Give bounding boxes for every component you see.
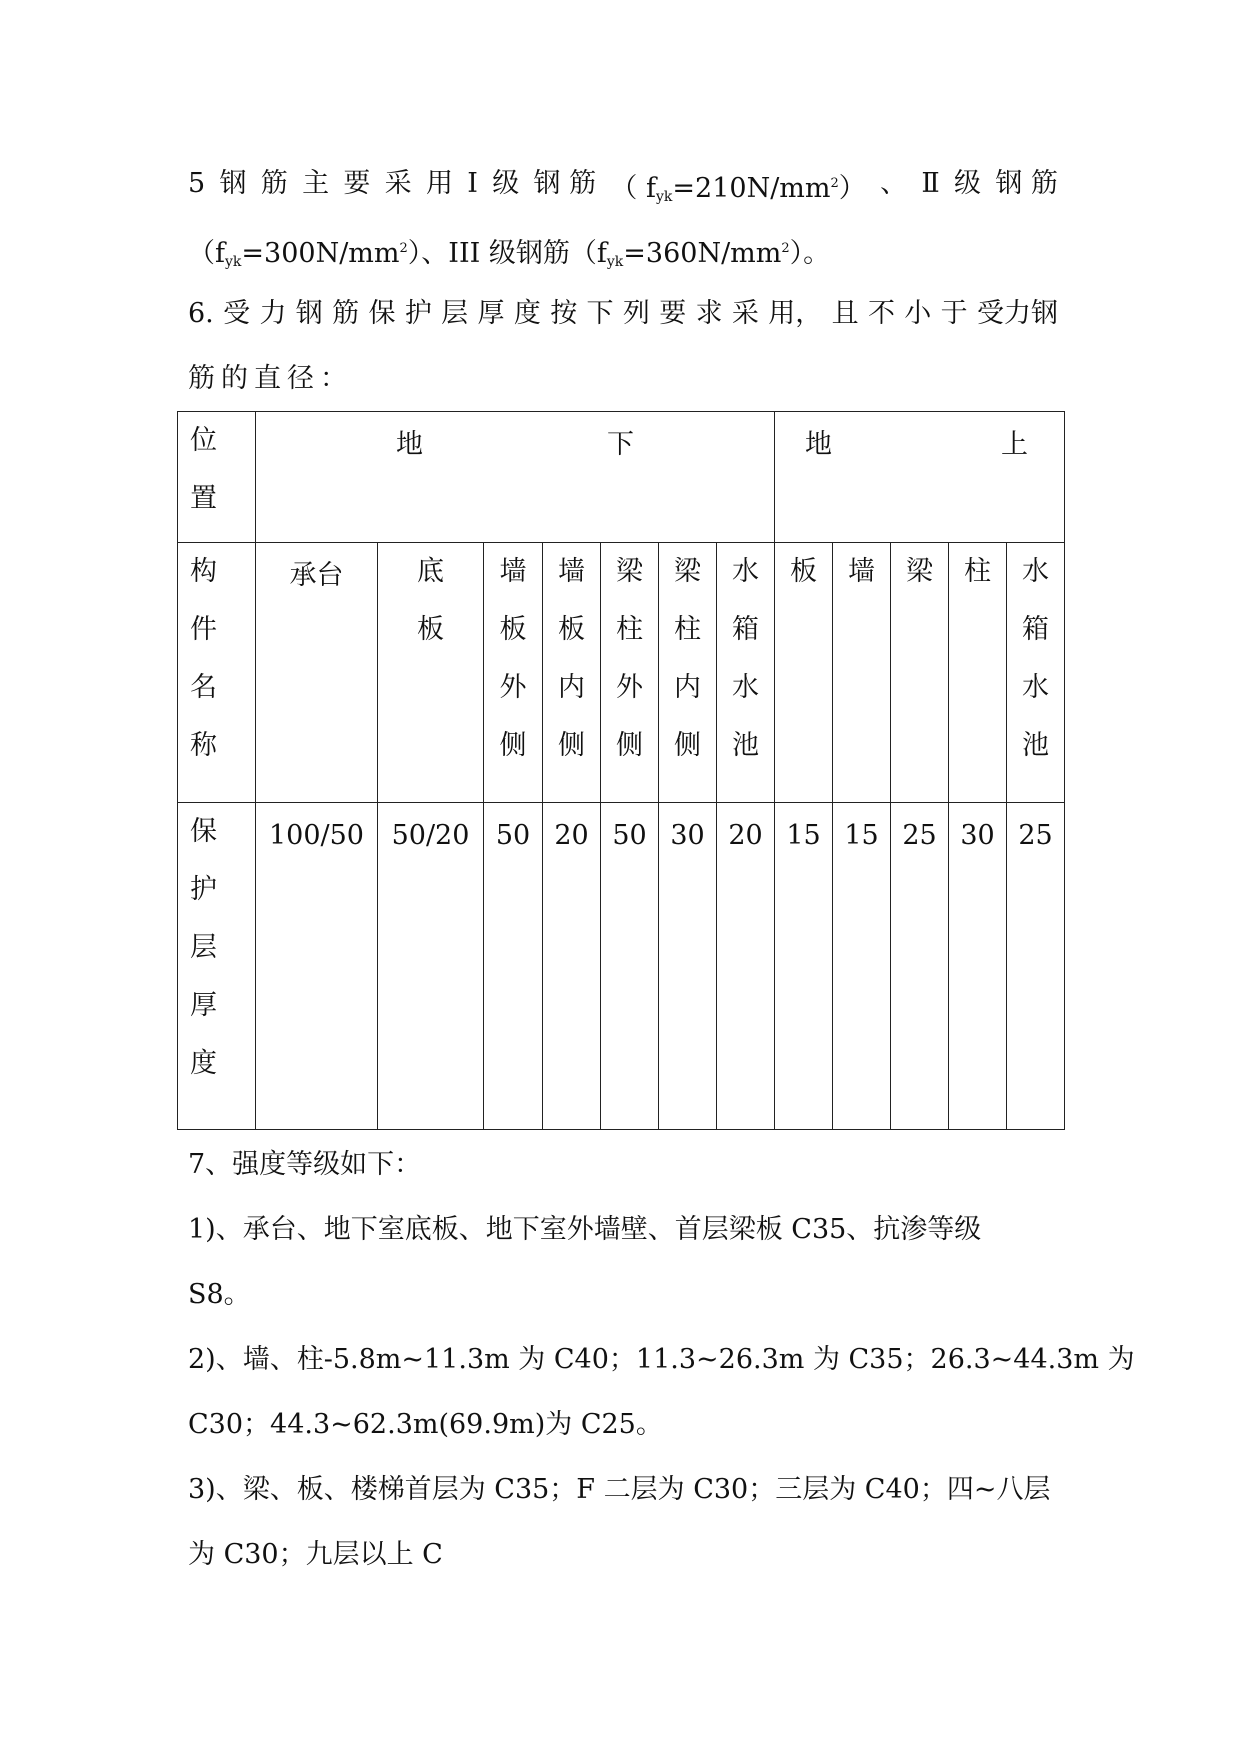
component-name-cell: 墙 板 外 侧 [484, 543, 543, 803]
table-row [178, 803, 1065, 1130]
text: 护 [404, 298, 432, 329]
formula-fyk-210: （ fyk=210N/mm2） [610, 173, 866, 205]
para-7-heading: 7、强度等级如下： [188, 1149, 422, 1180]
para-5-line-2 [188, 229, 1058, 282]
cover-value-cell: 15 [833, 803, 891, 1130]
component-name-cell: 水 箱 水 池 [1007, 543, 1065, 803]
para-5-line-1 [188, 164, 1058, 217]
text: 钢 [219, 168, 247, 199]
cover-value-cell: 50 [601, 803, 659, 1130]
formula-fyk-360: $(f_{yk}=360N/mm^2)$。 [569, 238, 831, 270]
component-name-cell: 梁 柱 外 侧 [601, 543, 659, 803]
text: 、 [880, 168, 908, 199]
text: 力 [259, 298, 287, 329]
text: 受力钢 [976, 298, 1058, 329]
component-name-cell: 墙 [833, 543, 891, 803]
text: 列 [622, 298, 650, 329]
cover-value-cell: 15 [775, 803, 833, 1130]
text: 6. [188, 298, 214, 329]
text: 厚 [477, 298, 505, 329]
header-aboveground: 地 上 [775, 412, 1065, 543]
text: 钢 [295, 298, 323, 329]
component-name-cell: 柱 [949, 543, 1007, 803]
cover-value-cell: 50 [484, 803, 543, 1130]
text: 筋 [332, 298, 360, 329]
cover-value-cell: 25 [1007, 803, 1065, 1130]
para-7-item-3-line-2: 为 C30；九层以上 C [188, 1539, 443, 1570]
para-6-line-1 [188, 294, 1058, 334]
component-name-cell: 板 [775, 543, 833, 803]
cover-value-cell: 30 [659, 803, 717, 1130]
text: 受 [223, 298, 251, 329]
header-underground: 地 下 [256, 412, 775, 543]
table-row [178, 543, 1065, 803]
text: 下 [586, 298, 614, 329]
text: 层 [441, 298, 469, 329]
cover-value-cell: 50/20 [378, 803, 484, 1130]
text: 要 [343, 168, 371, 199]
text: 级 [492, 168, 520, 199]
para-6-line-2: 筋的直径： [188, 363, 353, 394]
text: 钢 筋 [533, 168, 597, 199]
component-name-cell: 水 箱 水 池 [717, 543, 775, 803]
text: 求 [695, 298, 723, 329]
text: 筋 [260, 168, 288, 199]
text: 不 [867, 298, 895, 329]
text: 主 [302, 168, 330, 199]
para-7-item-2-line-1: 2)、墙、柱-5.8m~11.3m 为 C40；11.3~26.3m 为 C35；26.3~44.3m 为 [188, 1344, 1135, 1375]
component-name-cell: 底 板 [378, 543, 484, 803]
text: 采 [384, 168, 412, 199]
text: 小 [904, 298, 932, 329]
cover-value-cell: 30 [949, 803, 1007, 1130]
para-7-item-1-line-1: 1)、承台、地下室底板、地下室外墙壁、首层梁板 C35、抗渗等级 [188, 1214, 982, 1245]
component-name-cell: 承台 [256, 543, 378, 803]
para-7-item-2-line-2: C30；44.3~62.3m(69.9m)为 C25。 [188, 1409, 663, 1440]
text: 钢 筋 [995, 168, 1058, 199]
text: 保 [368, 298, 396, 329]
text: 5 [188, 168, 206, 199]
para-7-item-1-line-2: S8。 [188, 1279, 251, 1310]
cover-thickness-table [177, 411, 1065, 1130]
text: 度 [513, 298, 541, 329]
text: Ⅰ [467, 168, 478, 199]
cover-value-cell: 20 [543, 803, 601, 1130]
text: 要 [659, 298, 687, 329]
component-name-cell: 梁 [891, 543, 949, 803]
para-7-item-3-line-1: 3)、梁、板、楼梯首层为 C35；F 二层为 C30；三层为 C40；四~八层 [188, 1474, 1051, 1505]
text: 级 [954, 168, 982, 199]
header-position: 位 置 [178, 412, 256, 543]
text: 采 [731, 298, 759, 329]
text: 、III 级钢筋 [421, 238, 570, 269]
cover-value-cell: 20 [717, 803, 775, 1130]
text: 用， [768, 298, 823, 329]
text: 于 [940, 298, 968, 329]
component-name-cell: 梁 柱 内 侧 [659, 543, 717, 803]
text: Ⅱ [921, 168, 940, 199]
text: 按 [550, 298, 578, 329]
cover-value-cell: 100/50 [256, 803, 378, 1130]
text: 且 [831, 298, 859, 329]
cover-value-cell: 25 [891, 803, 949, 1130]
table-row [178, 412, 1065, 543]
component-name-cell: 墙 板 内 侧 [543, 543, 601, 803]
header-cover-thickness: 保 护 层 厚 度 [178, 803, 256, 1130]
formula-fyk-300: $(f_{yk}=300N/mm^2)$ [188, 238, 422, 270]
header-component-name: 构 件 名 称 [178, 543, 256, 803]
text: 用 [425, 168, 453, 199]
